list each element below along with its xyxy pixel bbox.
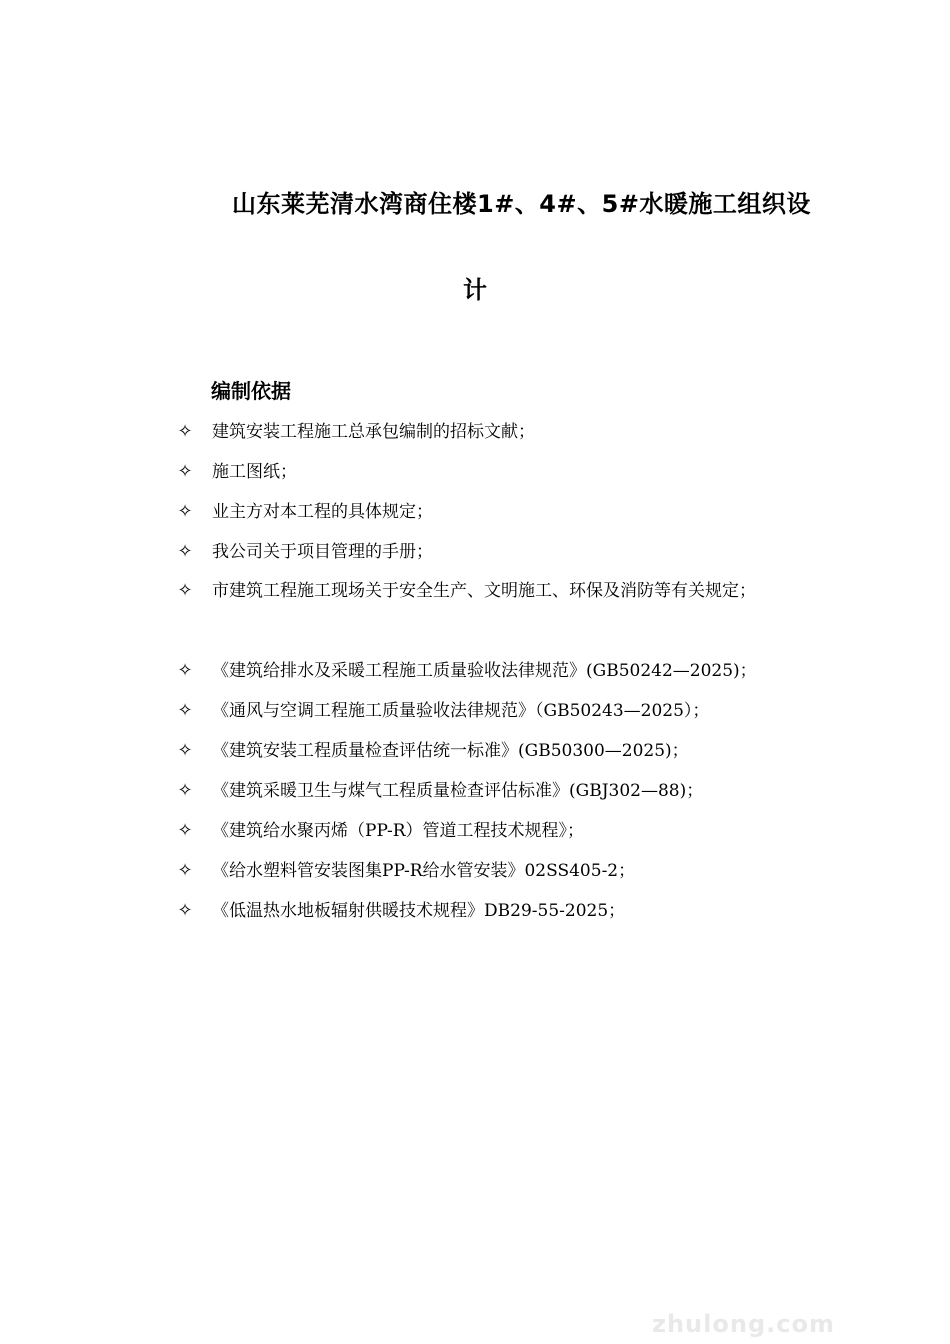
diamond-bullet-icon: ✧ <box>177 541 193 562</box>
diamond-bullet-icon: ✧ <box>177 740 193 761</box>
section-heading-basis: 编制依据 <box>211 379 291 403</box>
diamond-bullet-icon: ✧ <box>177 660 193 681</box>
diamond-bullet-icon: ✧ <box>177 900 193 921</box>
list-item-text: 我公司关于项目管理的手册； <box>212 542 433 562</box>
list-item-text: 《建筑安装工程质量检查评估统一标准》(GB50300—2025)； <box>212 741 689 761</box>
list-item-text: 市建筑工程施工现场关于安全生产、文明施工、环保及消防等有关规定； <box>212 581 756 601</box>
diamond-bullet-icon: ✧ <box>177 421 193 442</box>
diamond-bullet-icon: ✧ <box>177 580 193 601</box>
diamond-bullet-icon: ✧ <box>177 820 193 841</box>
list-item-text: 建筑安装工程施工总承包编制的招标文献； <box>212 422 535 442</box>
list-item-text: 《建筑给水聚丙烯（PP-R）管道工程技术规程》； <box>212 821 584 841</box>
diamond-bullet-icon: ✧ <box>177 860 193 881</box>
list-item-text: 业主方对本工程的具体规定； <box>212 502 433 522</box>
diamond-bullet-icon: ✧ <box>177 700 193 721</box>
list-item-text: 《给水塑料管安装图集PP-R给水管安装》02SS405-2； <box>212 861 636 881</box>
list-item-text: 《通风与空调工程施工质量验收法律规范》（GB50243—2025）； <box>212 701 710 721</box>
site-watermark: zhulong.com <box>652 1310 835 1338</box>
diamond-bullet-icon: ✧ <box>177 501 193 522</box>
list-item-text: 《建筑采暖卫生与煤气工程质量检查评估标准》(GBJ302—88)； <box>212 781 704 801</box>
list-item-text: 《建筑给排水及采暖工程施工质量验收法律规范》(GB50242—2025)； <box>212 661 757 681</box>
list-item-text: 施工图纸； <box>212 462 297 482</box>
list-item-text: 《低温热水地板辐射供暖技术规程》DB29-55-2025； <box>212 901 626 921</box>
document-title-line-1: 山东莱芜清水湾商住楼1#、4#、5#水暖施工组织设 <box>232 190 811 218</box>
diamond-bullet-icon: ✧ <box>177 461 193 482</box>
document-title-line-2: 计 <box>463 276 488 304</box>
diamond-bullet-icon: ✧ <box>177 780 193 801</box>
